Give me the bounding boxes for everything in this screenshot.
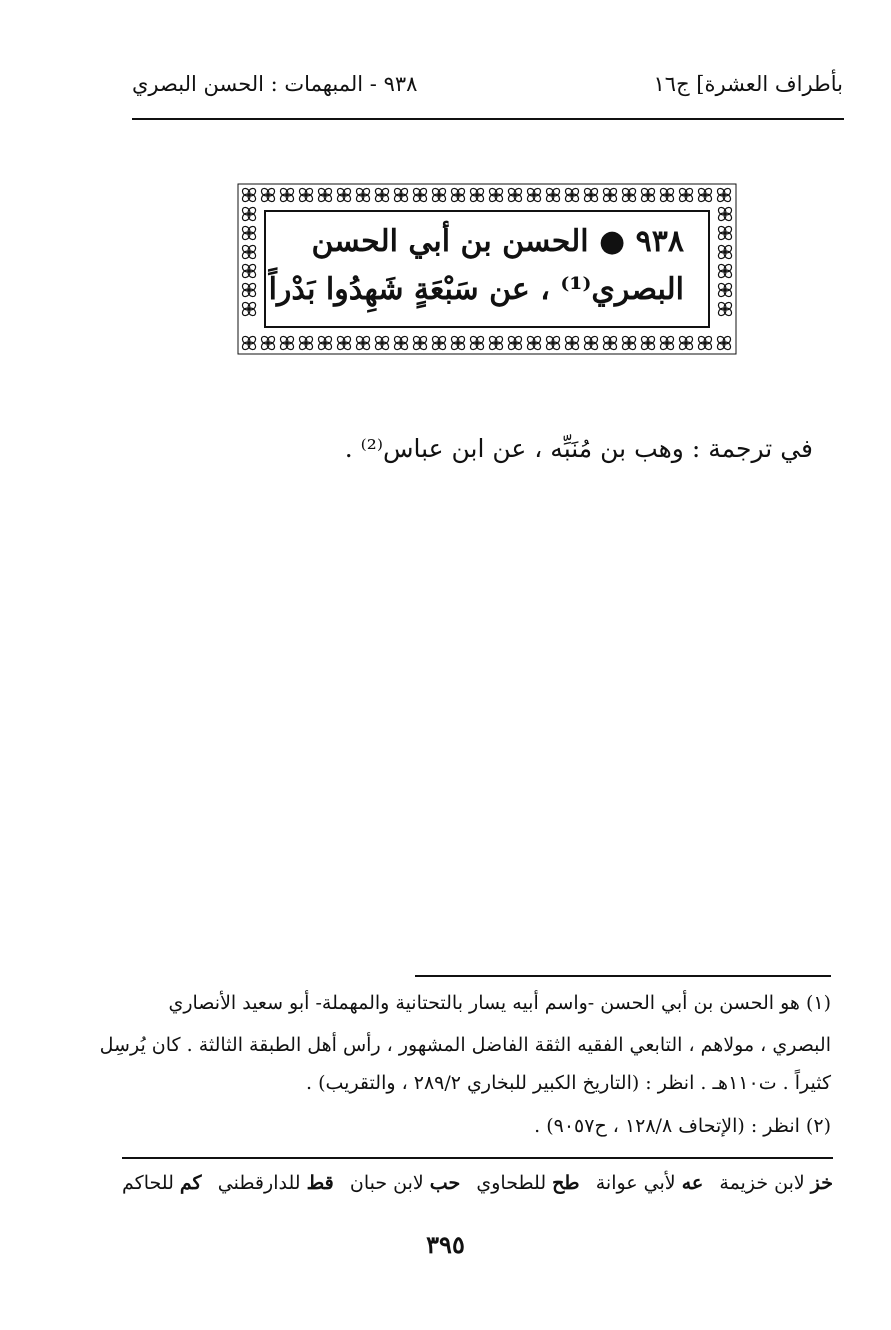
abbreviation-code: حب xyxy=(429,1172,461,1194)
body-text: في ترجمة : وهب بن مُنَبِّه ، عن ابن عباس⁽²⁾ . xyxy=(344,434,813,463)
flower-ornament-icon xyxy=(260,187,276,203)
footnote-1-line-1: (١) هو الحسن بن أبي الحسن -واسم أبيه يسار بالتحتانية والمهملة- أبو سعيد الأنصاري xyxy=(168,992,831,1014)
flower-ornament-icon xyxy=(583,187,599,203)
abbreviation-code: كم xyxy=(179,1172,202,1194)
abbreviation-code: خز xyxy=(810,1172,833,1194)
abbreviation-code: عه xyxy=(681,1172,704,1194)
flower-ornament-icon xyxy=(640,335,656,351)
flower-ornament-icon xyxy=(412,187,428,203)
abbreviation-text: للدارقطني xyxy=(217,1172,301,1194)
flower-ornament-icon xyxy=(336,335,352,351)
abbreviation-item xyxy=(122,1172,202,1194)
flower-ornament-icon xyxy=(260,335,276,351)
flower-ornament-icon xyxy=(697,335,713,351)
abbreviations-legend xyxy=(122,1172,833,1194)
footnote-1-line-3: كثيراً . ت١١٠هـ . انظر : (التاريخ الكبير للبخاري ٢٨٩/٢ ، والتقريب) . xyxy=(306,1072,831,1094)
abbreviation-text: لأبي عوانة xyxy=(595,1172,676,1194)
flower-ornament-icon xyxy=(336,187,352,203)
flower-ornament-icon xyxy=(564,335,580,351)
flower-ornament-icon xyxy=(640,187,656,203)
flower-ornament-icon xyxy=(317,335,333,351)
flower-ornament-icon xyxy=(469,335,485,351)
flower-ornament-icon xyxy=(545,187,561,203)
running-header-volume: بأطراف العشرة] ج١٦ xyxy=(653,72,843,96)
flower-ornament-icon xyxy=(241,335,257,351)
flower-ornament-icon xyxy=(374,335,390,351)
flower-ornament-icon xyxy=(545,335,561,351)
flower-ornament-icon xyxy=(241,225,257,241)
flower-ornament-icon xyxy=(450,335,466,351)
flower-ornament-icon xyxy=(298,187,314,203)
flower-ornament-icon xyxy=(241,244,257,260)
flower-ornament-icon xyxy=(317,187,333,203)
header-divider xyxy=(132,118,844,120)
flower-ornament-icon xyxy=(507,335,523,351)
flower-ornament-icon xyxy=(298,335,314,351)
footnote-divider xyxy=(415,975,831,977)
flower-ornament-icon xyxy=(241,301,257,317)
flower-ornament-icon xyxy=(526,335,542,351)
flower-ornament-icon xyxy=(583,335,599,351)
flower-ornament-icon xyxy=(697,187,713,203)
flower-ornament-icon xyxy=(717,244,733,260)
flower-ornament-icon xyxy=(564,187,580,203)
flower-ornament-icon xyxy=(355,187,371,203)
flower-ornament-icon xyxy=(678,335,694,351)
ornamental-title-frame xyxy=(237,183,737,355)
flower-ornament-icon xyxy=(374,187,390,203)
flower-ornament-icon xyxy=(450,187,466,203)
flower-ornament-icon xyxy=(488,335,504,351)
flower-ornament-icon xyxy=(717,301,733,317)
flower-ornament-icon xyxy=(717,225,733,241)
flower-ornament-icon xyxy=(678,187,694,203)
flower-ornament-icon xyxy=(431,335,447,351)
flower-ornament-icon xyxy=(717,206,733,222)
abbreviation-code: قط xyxy=(306,1172,334,1194)
abbreviation-text: للطحاوي xyxy=(476,1172,547,1194)
abbreviation-item xyxy=(596,1172,703,1194)
footnote-2: (٢) انظر : (الإتحاف ١٢٨/٨ ، ح٩٠٥٧) . xyxy=(534,1115,831,1137)
flower-ornament-icon xyxy=(241,206,257,222)
bottom-divider xyxy=(122,1157,833,1159)
flower-ornament-icon xyxy=(659,335,675,351)
page-number: ٣٩٥ xyxy=(426,1230,465,1259)
flower-ornament-icon xyxy=(621,335,637,351)
flower-ornament-icon xyxy=(393,335,409,351)
abbreviation-code: طح xyxy=(552,1172,580,1194)
flower-ornament-icon xyxy=(602,335,618,351)
abbreviation-item xyxy=(350,1172,460,1194)
flower-ornament-icon xyxy=(469,187,485,203)
abbreviation-text: للحاكم xyxy=(122,1172,174,1194)
flower-ornament-icon xyxy=(488,187,504,203)
flower-ornament-icon xyxy=(717,263,733,279)
flower-ornament-icon xyxy=(279,335,295,351)
flower-ornament-icon xyxy=(241,263,257,279)
footnote-1-line-2: البصري ، مولاهم ، التابعي الفقيه الثقة الفاضل المشهور ، رأس أهل الطبقة الثالثة . كان يُرسِل xyxy=(99,1034,831,1056)
flower-ornament-icon xyxy=(507,187,523,203)
flower-ornament-icon xyxy=(431,187,447,203)
flower-ornament-icon xyxy=(355,335,371,351)
abbreviation-text: لابن حبان xyxy=(349,1172,424,1194)
flower-ornament-icon xyxy=(526,187,542,203)
flower-ornament-icon xyxy=(393,187,409,203)
abbreviation-item xyxy=(218,1172,334,1194)
abbreviation-item xyxy=(719,1172,833,1194)
flower-ornament-icon xyxy=(716,187,732,203)
flower-ornament-icon xyxy=(716,335,732,351)
flower-ornament-icon xyxy=(717,282,733,298)
abbreviation-text: لابن خزيمة xyxy=(719,1172,805,1194)
flower-ornament-icon xyxy=(279,187,295,203)
entry-title-line-1: ٩٣٨ ● الحسن بن أبي الحسن xyxy=(311,224,684,259)
flower-ornament-icon xyxy=(659,187,675,203)
entry-title-line-2: البصري⁽¹⁾ ، عن سَبْعَةٍ شَهِدُوا بَدْراً xyxy=(268,272,684,307)
flower-ornament-icon xyxy=(412,335,428,351)
title-box xyxy=(264,210,710,328)
abbreviation-item xyxy=(476,1172,579,1194)
flower-ornament-icon xyxy=(621,187,637,203)
flower-ornament-icon xyxy=(602,187,618,203)
running-header-section: ٩٣٨ - المبهمات : الحسن البصري xyxy=(132,72,418,96)
flower-ornament-icon xyxy=(241,282,257,298)
flower-ornament-icon xyxy=(241,187,257,203)
